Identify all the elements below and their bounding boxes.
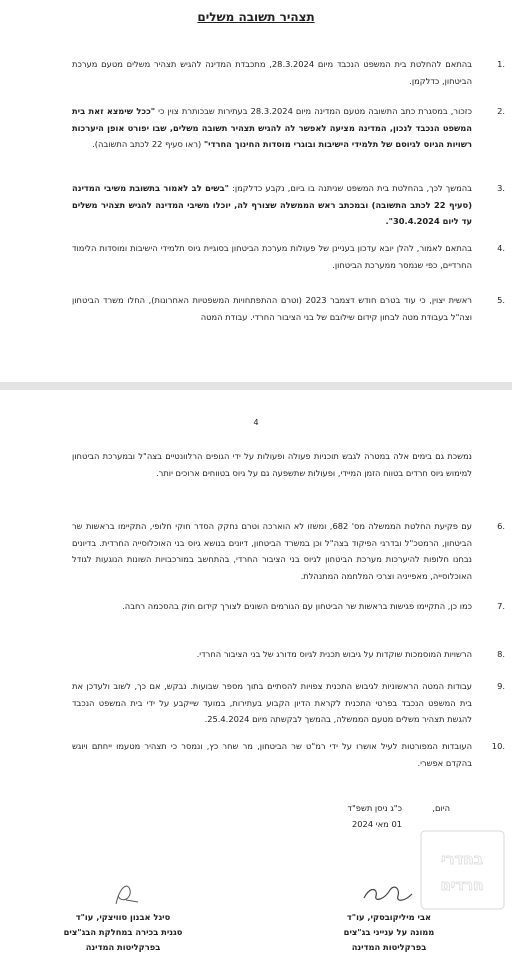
paragraph <box>72 56 472 89</box>
signer-right-office: בפרקליטות המדינה <box>351 942 427 952</box>
paragraph <box>72 180 472 230</box>
paragraph-number: 1. <box>497 59 505 69</box>
paragraph-number: 10. <box>491 741 505 751</box>
paragraph-number: 3. <box>497 183 505 193</box>
paragraph <box>72 240 472 273</box>
watermark-word-1: בחדרי <box>441 850 483 868</box>
paragraph-number: 8. <box>497 649 505 659</box>
signature-left-icon <box>38 880 208 908</box>
document-title: תצהיר תשובה משלים <box>197 10 315 24</box>
paragraph-text: בהמשך לכך, בהחלטת בית המשפט שניתנה בו ביום, נקבע כדלקמן: <box>228 183 472 193</box>
paragraph-text: בהתאם להחלטת בית המשפט הנכבד מיום 28.3.2024, מתכבדת המדינה להגיש תצהיר משלים מטעם מערכת הביטחון, כדלקמן. <box>72 59 472 86</box>
paragraph <box>72 292 472 325</box>
paragraph-text: בהתאם לאמור, להלן יובא עדכון בעניינן של פעולות מערכת הביטחון בסוגיית גיוס תלמידי הישיבות ומוסדות הלימוד החרדיים, כפי שנמסר ממערכת הביטחון. <box>72 243 472 270</box>
paragraph-text: (ראו סעיף 22 לכתב התשובה). <box>92 139 204 149</box>
paragraph <box>72 678 472 728</box>
closing-hebrew-date: כ"ג ניסן תשפ"ד <box>347 803 402 813</box>
paragraph-text: עם פקיעת החלטת הממשלה מס' 682, ומשזו לא הוארכה וטרם נחקק הסדר חוקי חלופי, התקיימו בראשות שר הביטחון, הרמטכ"ל ובדרגי הפיקוד בצה"ל וכן במשרד הביטחון, דיונים בנושא גיוס בני האוכלוסייה החרדית. בדיונים נבחנו חלופות להיערכות מערכת הביטחון לגיוס בני הציבור החרדי, בהתחשב במורכבויות השונות הנוגעות לגודל האוכלוסייה, מאפייניה וצרכי המלחמה המתנהלת. <box>72 521 472 581</box>
paragraph <box>72 103 472 153</box>
closing-gregorian-date: 01 מאי 2024 <box>352 819 402 829</box>
paragraph <box>72 448 472 481</box>
paragraph-text: "בשים לב לאמור בתשובת משיבי המדינה (סעיף 22 לכתב התשובה) ובמכתב ראש הממשלה שצורף לה, יוכלו משיבי המדינה להגיש תצהיר משלים עד ליום 30.4.2024". <box>72 183 472 226</box>
paragraph-text: "ככל שימצא זאת בית המשפט הנכבד לנכון, המדינה מציעה לאפשר לה להגיש תצהיר תשובה משלים, שבו יפורט אופן היערכות רשויות הגיוס לגיוסם של תלמידי הישיבות ובוגרי מוסדות החינוך החרדי" <box>72 106 472 149</box>
paragraph-text: עבודות המטה הראשוניות לגיבוש התכנית צפויות להסתיים בתוך מספר שבועות. נבקש, אם כך, לשוב ולעדכן את בית המשפט הנכבד בפרטי התכנית לקראת הדיון הקבוע בעתירות, במועד שייקבע על ידי בית המשפט הנכבד להגשת תצהיר משלים מטעם הממשלה, בהמשך לבקשתה מיום 25.4.2024. <box>72 681 472 724</box>
signer-left <box>38 880 208 955</box>
closing-label: היום, <box>432 803 450 813</box>
signer-right <box>304 880 474 955</box>
paragraph <box>72 738 472 771</box>
watermark-word-2: חרדים <box>440 876 484 894</box>
signer-left-role: סגנית בכירה במחלקת הבג"צים <box>63 927 183 937</box>
paragraph-number: 2. <box>497 106 505 116</box>
paragraph-text: העובדות המפורטות לעיל אושרו על ידי רמ"ט שר הביטחון, מר שחר כץ, ונמסר כי תצהיר מטעמו ייחתם ויוגש בהקדם אפשרי. <box>72 741 472 768</box>
signer-right-role: ממונה על ענייני בג"צים <box>343 927 435 937</box>
document-page-1 <box>0 0 512 382</box>
paragraph-number: 6. <box>497 521 505 531</box>
signer-left-name: סיגל אבנון סוויצקי, עו"ד <box>75 912 171 922</box>
paragraph-number: 5. <box>497 295 505 305</box>
paragraph <box>72 646 472 663</box>
paragraph <box>72 518 472 584</box>
paragraph-text: נמשכת גם בימים אלה במטרה לגבש תוכניות פעולה ופעולות על ידי הגופים הרלוונטיים בצה"ל ובמערכת הביטחון למימוש גיוס חרדים בטווח הזמן המיידי, ופעולות שתשפעה גם על גיוס בטווחים ארוכים יותר. <box>72 451 472 478</box>
paragraph-number: 4. <box>497 243 505 253</box>
paragraph-number: 9. <box>497 681 505 691</box>
paragraph-number: 7. <box>497 601 505 611</box>
signer-right-name: אבי מיליקובסקי, עו"ד <box>346 912 432 922</box>
paragraph-text: כזכור, במסגרת כתב התשובה מטעם המדינה מיום 28.3.2024 בעתירות שבכותרת צוין כי <box>155 106 472 116</box>
paragraph-text: הרשויות המוסמכות שוקדות על גיבוש תכנית לגיוס מדורג של בני הציבור החרדי. <box>196 649 472 659</box>
paragraph-text: ראשית יצוין, כי עוד בטרם חודש דצמבר 2023 (וטרם ההתפתחויות המשפטיות האחרונות), החלו משרד הביטחון וצה"ל בעבודת מטה לבחון קידום שילובם של בני הציבור החרדי. עבודת המטה <box>72 295 472 322</box>
signer-left-office: בפרקליטות המדינה <box>85 942 161 952</box>
page-number: 4 <box>253 418 259 427</box>
paragraph <box>72 598 472 615</box>
signature-right-icon <box>304 880 474 908</box>
paragraph-text: כמו כן, התקיימו פגישות בראשות שר הביטחון עם הגורמים השונים לצורך קידום חוק בהסכמה רחבה. <box>122 601 472 611</box>
